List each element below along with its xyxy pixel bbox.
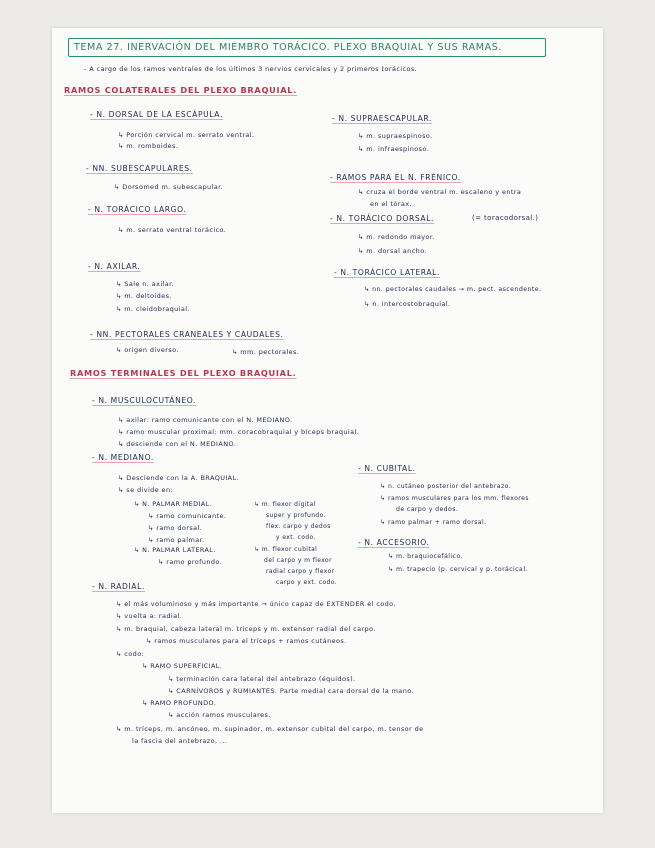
- nerve-cubital: - N. CUBITAL.: [358, 464, 416, 473]
- nerve-toracico-lateral: - N. TORÁCICO LATERAL.: [334, 268, 440, 277]
- note-line: ↳ Porción cervical m. serrato ventral.: [118, 131, 255, 139]
- note-line: ↳ Desciende con la A. BRAQUIAL.: [118, 474, 240, 482]
- nerve-subescapulares: - NN. SUBESCAPULARES.: [86, 164, 193, 173]
- note-line: ↳ m. infraespinoso.: [358, 145, 430, 153]
- note-line: ↳ m. flexor cubital: [254, 546, 318, 553]
- note-line: ↳ ramo profundo.: [158, 558, 223, 566]
- note-line: ↳ n. intercostobraquial.: [364, 300, 451, 308]
- note-line: ↳ m. tríceps, m. ancóneo, m. supinador, m. extensor cubital del carpo, m. tensor de: [116, 725, 424, 733]
- note-line: ↳ vuelta a: radial.: [116, 612, 183, 620]
- note-line: ↳ m. braquiocefálico.: [388, 553, 463, 560]
- notes-sheet: [52, 28, 603, 813]
- note-line: ↳ terminación cara lateral del antebrazo (équidos).: [168, 675, 356, 683]
- note-line: ↳ m. supraespinoso.: [358, 132, 433, 140]
- nerve-frenico: - RAMOS PARA EL N. FRÉNICO.: [330, 173, 461, 182]
- note-line: ↳ RAMO SUPERFICIAL.: [142, 662, 223, 670]
- nerve-toracodorsal: - N. TORÁCICO DORSAL.: [330, 214, 435, 223]
- note-line: ↳ mm. pectorales.: [232, 348, 300, 356]
- nerve-accesorio: - N. ACCESORIO.: [358, 538, 430, 547]
- note-line: ↳ ramo palmar.: [148, 536, 205, 544]
- note-line: ↳ nn. pectorales caudales → m. pect. ascendente.: [364, 286, 542, 293]
- note-line: ↳ m. redondo mayor.: [358, 233, 435, 241]
- note-line: ↳ m. cleidobraquial.: [116, 305, 190, 313]
- nerve-radial: - N. RADIAL.: [92, 582, 145, 591]
- note-line: ↳ codo:: [116, 650, 145, 658]
- note-line: en el tórax.: [370, 200, 412, 208]
- note-line: ↳ el más voluminoso y más importante → único capaz de EXTENDER el codo.: [116, 600, 396, 608]
- page-title: TEMA 27. INERVACIÓN DEL MIEMBRO TORÁCICO. PLEXO BRAQUIAL Y SUS RAMAS.: [74, 42, 502, 53]
- note-line: flex. carpo y dedos: [266, 523, 331, 530]
- note-line: y ext. codo.: [276, 534, 316, 541]
- nerve-supraescapular: - N. SUPRAESCAPULAR.: [332, 114, 433, 123]
- nerve-dorsal-escapula: - N. DORSAL DE LA ESCÁPULA.: [90, 110, 223, 119]
- note-line: ↳ m. deltoides.: [116, 292, 172, 300]
- nerve-axilar: - N. AXILAR.: [88, 262, 141, 271]
- note-line: ↳ m. dorsal ancho.: [358, 247, 427, 255]
- note-line: ↳ ramo palmar + ramo dorsal.: [380, 519, 487, 526]
- note-line: ↳ m. braquial, cabeza lateral m. tríceps y m. extensor radial del carpo.: [116, 625, 376, 633]
- section-heading-colaterales: RAMOS COLATERALES DEL PLEXO BRAQUIAL.: [64, 85, 297, 95]
- nerve-pectorales: - NN. PECTORALES CRANEALES Y CAUDALES.: [90, 330, 284, 339]
- note-line: ↳ acción ramos musculares.: [168, 711, 271, 719]
- note-line: ↳ ramo muscular proximal: mm. coracobraquial y bíceps braquial.: [118, 428, 360, 436]
- note-line: ↳ Sale n. axilar.: [116, 280, 175, 288]
- note-line: ↳ m. romboides.: [118, 142, 179, 150]
- note-line: ↳ ramos musculares para el tríceps + ramos cutáneos.: [146, 637, 347, 645]
- mediano-palmar-medial: ↳ N. PALMAR MEDIAL.: [134, 500, 212, 508]
- nerve-toracico-largo: - N. TORÁCICO LARGO.: [88, 205, 187, 214]
- note-line: ↳ axilar: ramo comunicante con el N. MEDIANO.: [118, 416, 293, 424]
- note-line: ↳ m. flexor digital: [254, 501, 316, 508]
- intro-text: - A cargo de los ramos ventrales de los últimos 3 nervios cervicales y 2 primeros torácicos.: [84, 65, 418, 73]
- note-line: radial carpo y flexor: [266, 568, 335, 575]
- note-line: ↳ ramo comunicante.: [148, 512, 227, 520]
- note-line: ↳ n. cutáneo posterior del antebrazo.: [380, 483, 512, 490]
- nerve-musculocutaneo: - N. MUSCULOCUTÁNEO.: [92, 396, 197, 405]
- note-line: ↳ ramo dorsal.: [148, 524, 203, 532]
- note-line: la fascia del antebrazo, ...: [132, 737, 228, 745]
- mediano-palmar-lateral: ↳ N. PALMAR LATERAL.: [134, 546, 216, 554]
- note-line: ↳ Dorsomed m. subescapular.: [114, 183, 224, 191]
- note-line: ↳ RAMO PROFUNDO.: [142, 699, 217, 707]
- note-line: ↳ m. trapecio (p. cervical y p. torácica).: [388, 566, 529, 573]
- note-line: del carpo y m flexor: [264, 557, 332, 564]
- note-line: super y profundo.: [266, 512, 326, 519]
- note-line: (= toracodorsal.): [472, 214, 539, 222]
- note-line: de carpo y dedos.: [396, 506, 459, 513]
- note-line: ↳ cruza el borde ventral m. escaleno y entra: [358, 188, 522, 196]
- nerve-mediano: - N. MEDIANO.: [92, 453, 154, 462]
- note-line: ↳ se divide en:: [118, 486, 174, 494]
- note-line: ↳ CARNÍVOROS y RUMIANTES. Parte medial cara dorsal de la mano.: [168, 687, 414, 695]
- note-line: ↳ desciende con el N. MEDIANO.: [118, 440, 237, 448]
- note-line: ↳ origen diverso.: [116, 346, 179, 354]
- note-line: ↳ ramos musculares para los mm. flexores: [380, 495, 529, 502]
- section-heading-terminales: RAMOS TERMINALES DEL PLEXO BRAQUIAL.: [70, 368, 297, 378]
- note-line: ↳ m. serrato ventral torácico.: [118, 226, 227, 234]
- note-line: carpo y ext. codo.: [276, 579, 338, 586]
